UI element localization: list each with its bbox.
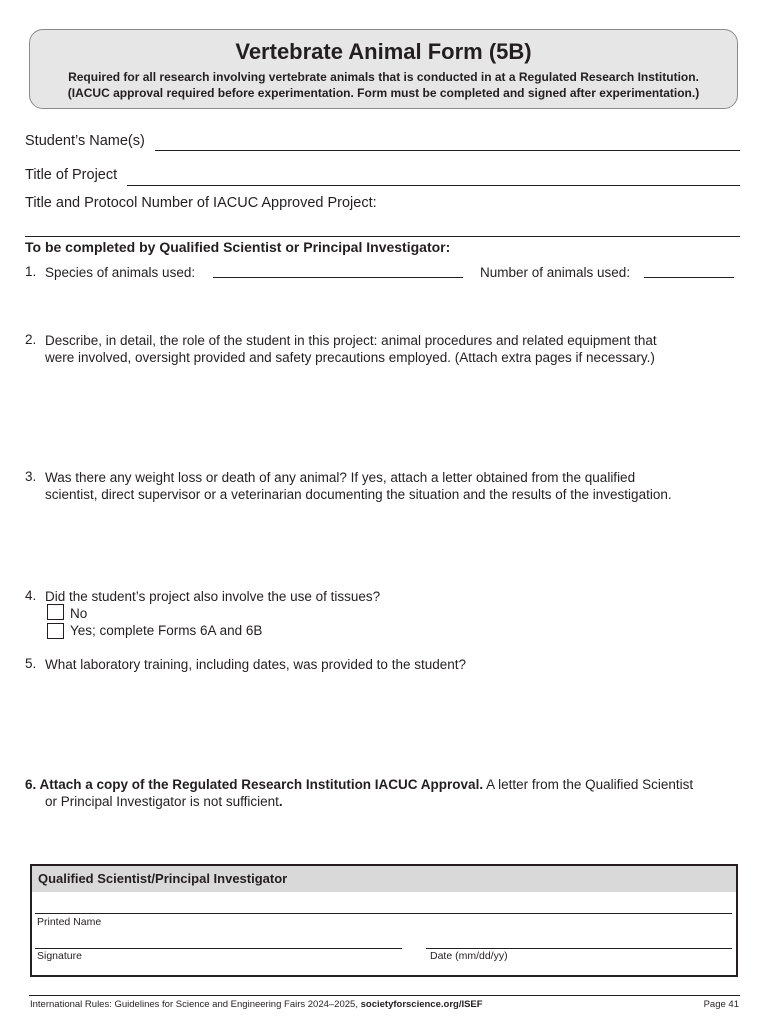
tissues-no-checkbox[interactable] — [47, 604, 64, 620]
q5-number: 5. — [25, 656, 37, 671]
tissues-no-label: No — [70, 606, 88, 621]
printed-name-label: Printed Name — [37, 916, 102, 928]
q6-line1 — [25, 776, 693, 793]
q1-number-label: Number of animals used: — [480, 265, 631, 280]
form-header — [29, 29, 738, 109]
q6-bold-text: 6. Attach a copy of the Regulated Research Institution IACUC Approval. — [25, 777, 484, 792]
tissues-yes-label: Yes; complete Forms 6A and 6B — [70, 623, 263, 638]
q4-text: Did the student’s project also involve the use of tissues? — [45, 589, 381, 604]
project-title-label: Title of Project — [25, 167, 118, 183]
q4-number: 4. — [25, 588, 37, 603]
section-heading: To be completed by Qualified Scientist or Principal Investigator: — [25, 239, 451, 255]
date-field[interactable] — [426, 948, 732, 949]
footer-link[interactable]: societyforscience.org/ISEF — [360, 999, 483, 1010]
q3-text-line1: Was there any weight loss or death of any animal? If yes, attach a letter obtained from the qualified — [45, 470, 636, 485]
footer-citation — [30, 999, 483, 1010]
q2-number: 2. — [25, 332, 37, 347]
form-subtitle-line1: Required for all research involving vertebrate animals that is conducted in at a Regulated Research Institution. — [68, 70, 699, 84]
q2-text-line1: Describe, in detail, the role of the student in this project: animal procedures and related equipment that — [45, 333, 657, 348]
students-name-field[interactable] — [155, 150, 740, 151]
signature-field[interactable] — [35, 948, 402, 949]
q5-text: What laboratory training, including dates, was provided to the student? — [45, 657, 466, 672]
q6-line2 — [45, 793, 283, 810]
animal-count-field[interactable] — [644, 277, 734, 278]
q6-period: . — [278, 794, 283, 809]
date-label: Date (mm/dd/yy) — [430, 950, 508, 962]
iacuc-title-field[interactable] — [25, 236, 740, 237]
q3-text-line2: scientist, direct supervisor or a veterinarian documenting the situation and the results of the investigation. — [45, 487, 672, 502]
page-number: Page 41 — [703, 999, 739, 1010]
q3-number: 3. — [25, 469, 37, 484]
form-subtitle-line2: (IACUC approval required before experimentation. Form must be completed and signed after experimentation.) — [67, 86, 700, 100]
footer-divider — [29, 995, 740, 996]
q1-species-label: Species of animals used: — [45, 265, 196, 280]
species-field[interactable] — [213, 277, 463, 278]
q6-line2-text: or Principal Investigator is not sufficient — [45, 794, 279, 809]
students-name-label: Student’s Name(s) — [25, 133, 145, 149]
form-title: Vertebrate Animal Form (5B) — [235, 39, 532, 64]
iacuc-title-label: Title and Protocol Number of IACUC Approved Project: — [25, 195, 377, 211]
q2-text-line2: were involved, oversight provided and safety precautions employed. (Attach extra pages if necessary.) — [45, 350, 655, 365]
project-title-field[interactable] — [127, 185, 740, 186]
tissues-yes-checkbox[interactable] — [47, 623, 64, 639]
signature-label: Signature — [37, 950, 82, 962]
signature-block-heading: Qualified Scientist/Principal Investigator — [32, 866, 736, 892]
printed-name-field[interactable] — [35, 913, 732, 914]
signature-block — [30, 864, 738, 977]
footer-text: International Rules: Guidelines for Science and Engineering Fairs 2024–2025, — [30, 999, 361, 1010]
q6-rest-text: A letter from the Qualified Scientist — [483, 777, 694, 792]
q1-number: 1. — [25, 264, 37, 279]
